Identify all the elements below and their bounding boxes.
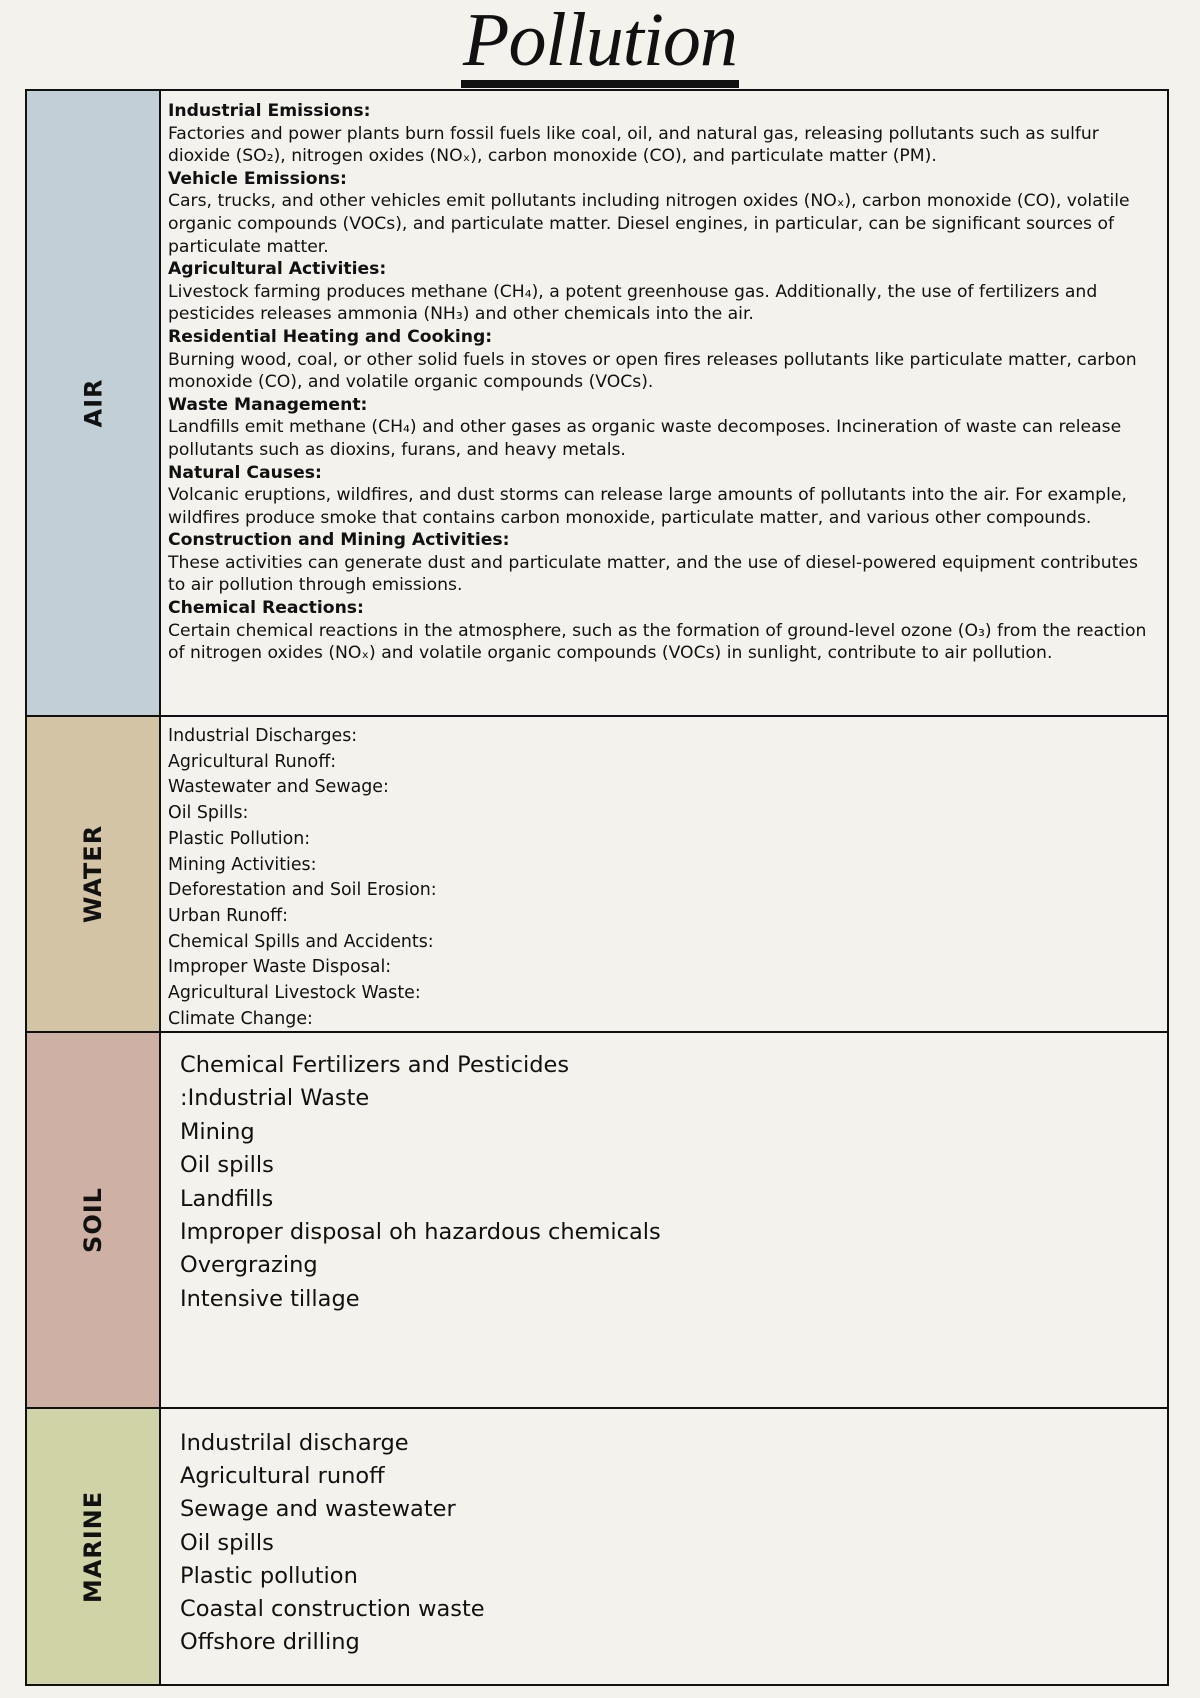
air-item-text: Certain chemical reactions in the atmosphere, such as the formation of ground-level ozone (O₃) from the reaction of nitrogen oxides (NOₓ) and volatile organic compounds (VOCs) in sunlight, contribute to air pollution.: [168, 620, 1147, 664]
water-item: Industrial Discharges:: [168, 726, 358, 746]
air-item-text: Livestock farming produces methane (CH₄), a potent greenhouse gas. Additionally, the use of fertilizers and pesticides releases ammonia (NH₃) and other chemicals into the air.: [168, 281, 1098, 325]
air-item: [168, 462, 1147, 530]
water-item: Agricultural Livestock Waste:: [168, 983, 421, 1004]
air-label-cell: [27, 91, 161, 715]
soil-content: [161, 1033, 1167, 1407]
water-item: Climate Change:: [168, 1008, 313, 1029]
marine-item: Industrilal discharge: [180, 1430, 409, 1456]
title-area: [0, 0, 1200, 90]
air-item: [168, 597, 1147, 665]
water-item: Chemical Spills and Accidents:: [168, 931, 434, 952]
water-item: Wastewater and Sewage:: [168, 777, 389, 798]
soil-label-cell: [27, 1033, 161, 1407]
soil-label: SOIL: [78, 1187, 107, 1253]
water-item: Mining Activities:: [168, 854, 317, 875]
soil-row: [27, 1031, 1167, 1407]
soil-item: Oil spills: [180, 1152, 274, 1179]
marine-item: Coastal construction waste: [180, 1596, 485, 1623]
air-label: AIR: [78, 378, 107, 428]
air-item-heading: Construction and Mining Activities:: [168, 530, 510, 551]
water-content: [161, 717, 1167, 1031]
air-item-heading: Industrial Emissions:: [168, 101, 371, 121]
marine-row: [27, 1407, 1167, 1684]
water-item: Plastic Pollution:: [168, 828, 311, 849]
marine-label: MARINE: [78, 1490, 107, 1603]
marine-item: Sewage and wastewater: [180, 1496, 456, 1523]
air-item: [168, 258, 1147, 326]
marine-item: Oil spills: [180, 1529, 274, 1556]
air-item-text: These activities can generate dust and particulate matter, and the use of diesel-powered equipment contributes to air pollution through emissions.: [168, 552, 1138, 596]
water-item: Urban Runoff:: [168, 905, 288, 926]
air-row: [27, 91, 1167, 715]
air-item-heading: Agricultural Activities:: [168, 259, 387, 280]
page-title: Pollution: [461, 4, 739, 88]
water-item: Deforestation and Soil Erosion:: [168, 880, 437, 901]
pollution-table: [25, 89, 1169, 1686]
soil-item: Chemical Fertilizers and Pesticides: [180, 1052, 570, 1078]
air-item-heading: Residential Heating and Cooking:: [168, 326, 493, 347]
water-item: Agricultural Runoff:: [168, 751, 337, 772]
water-label-cell: [27, 717, 161, 1031]
air-item: [168, 394, 1147, 462]
air-item-text: Burning wood, coal, or other solid fuels in stoves or open fires releases pollutants like particulate matter, carbon monoxide (CO), and volatile organic compounds (VOCs).: [168, 349, 1137, 393]
marine-content: [161, 1409, 1167, 1684]
soil-item: Overgrazing: [180, 1252, 318, 1279]
water-label: WATER: [78, 824, 107, 924]
water-item: Oil Spills:: [168, 803, 249, 824]
water-row: [27, 715, 1167, 1031]
air-item-heading: Chemical Reactions:: [168, 598, 364, 619]
air-item: [168, 326, 1147, 394]
air-item-heading: Waste Management:: [168, 394, 368, 415]
marine-item: Agricultural runoff: [180, 1463, 385, 1490]
soil-item: Mining: [180, 1118, 255, 1145]
marine-item: Plastic pollution: [180, 1562, 358, 1589]
air-item-text: Cars, trucks, and other vehicles emit pollutants including nitrogen oxides (NOₓ), carbon monoxide (CO), volatile organic compounds (VOCs), and particulate matter. Diesel engines, in particular, can be significant sources of particulate matter.: [168, 191, 1130, 257]
air-item-text: Landfills emit methane (CH₄) and other gases as organic waste decomposes. Incineration of waste can release pollutants such as dioxins, furans, and heavy metals.: [168, 417, 1122, 460]
soil-item: Landfills: [180, 1185, 274, 1212]
soil-item: :Industrial Waste: [180, 1085, 370, 1112]
air-item-text: Volcanic eruptions, wildfires, and dust storms can release large amounts of pollutants into the air. For example, wildfires produce smoke that contains carbon monoxide, particulate matter, and various other compounds.: [168, 485, 1127, 528]
air-item: [168, 100, 1147, 168]
air-content: [161, 91, 1167, 715]
soil-item: Improper disposal oh hazardous chemicals: [180, 1219, 661, 1246]
marine-item: Offshore drilling: [180, 1629, 360, 1656]
air-item-heading: Natural Causes:: [168, 462, 322, 483]
air-item-heading: Vehicle Emissions:: [168, 168, 347, 189]
air-item: [168, 168, 1147, 258]
water-item: Improper Waste Disposal:: [168, 957, 392, 978]
soil-item: Intensive tillage: [180, 1285, 360, 1312]
air-item: [168, 529, 1147, 597]
marine-label-cell: [27, 1409, 161, 1684]
air-item-text: Factories and power plants burn fossil fuels like coal, oil, and natural gas, releasing pollutants such as sulfur dioxide (SO₂), nitrogen oxides (NOₓ), carbon monoxide (CO), and particulate matter (PM).: [168, 123, 1099, 167]
